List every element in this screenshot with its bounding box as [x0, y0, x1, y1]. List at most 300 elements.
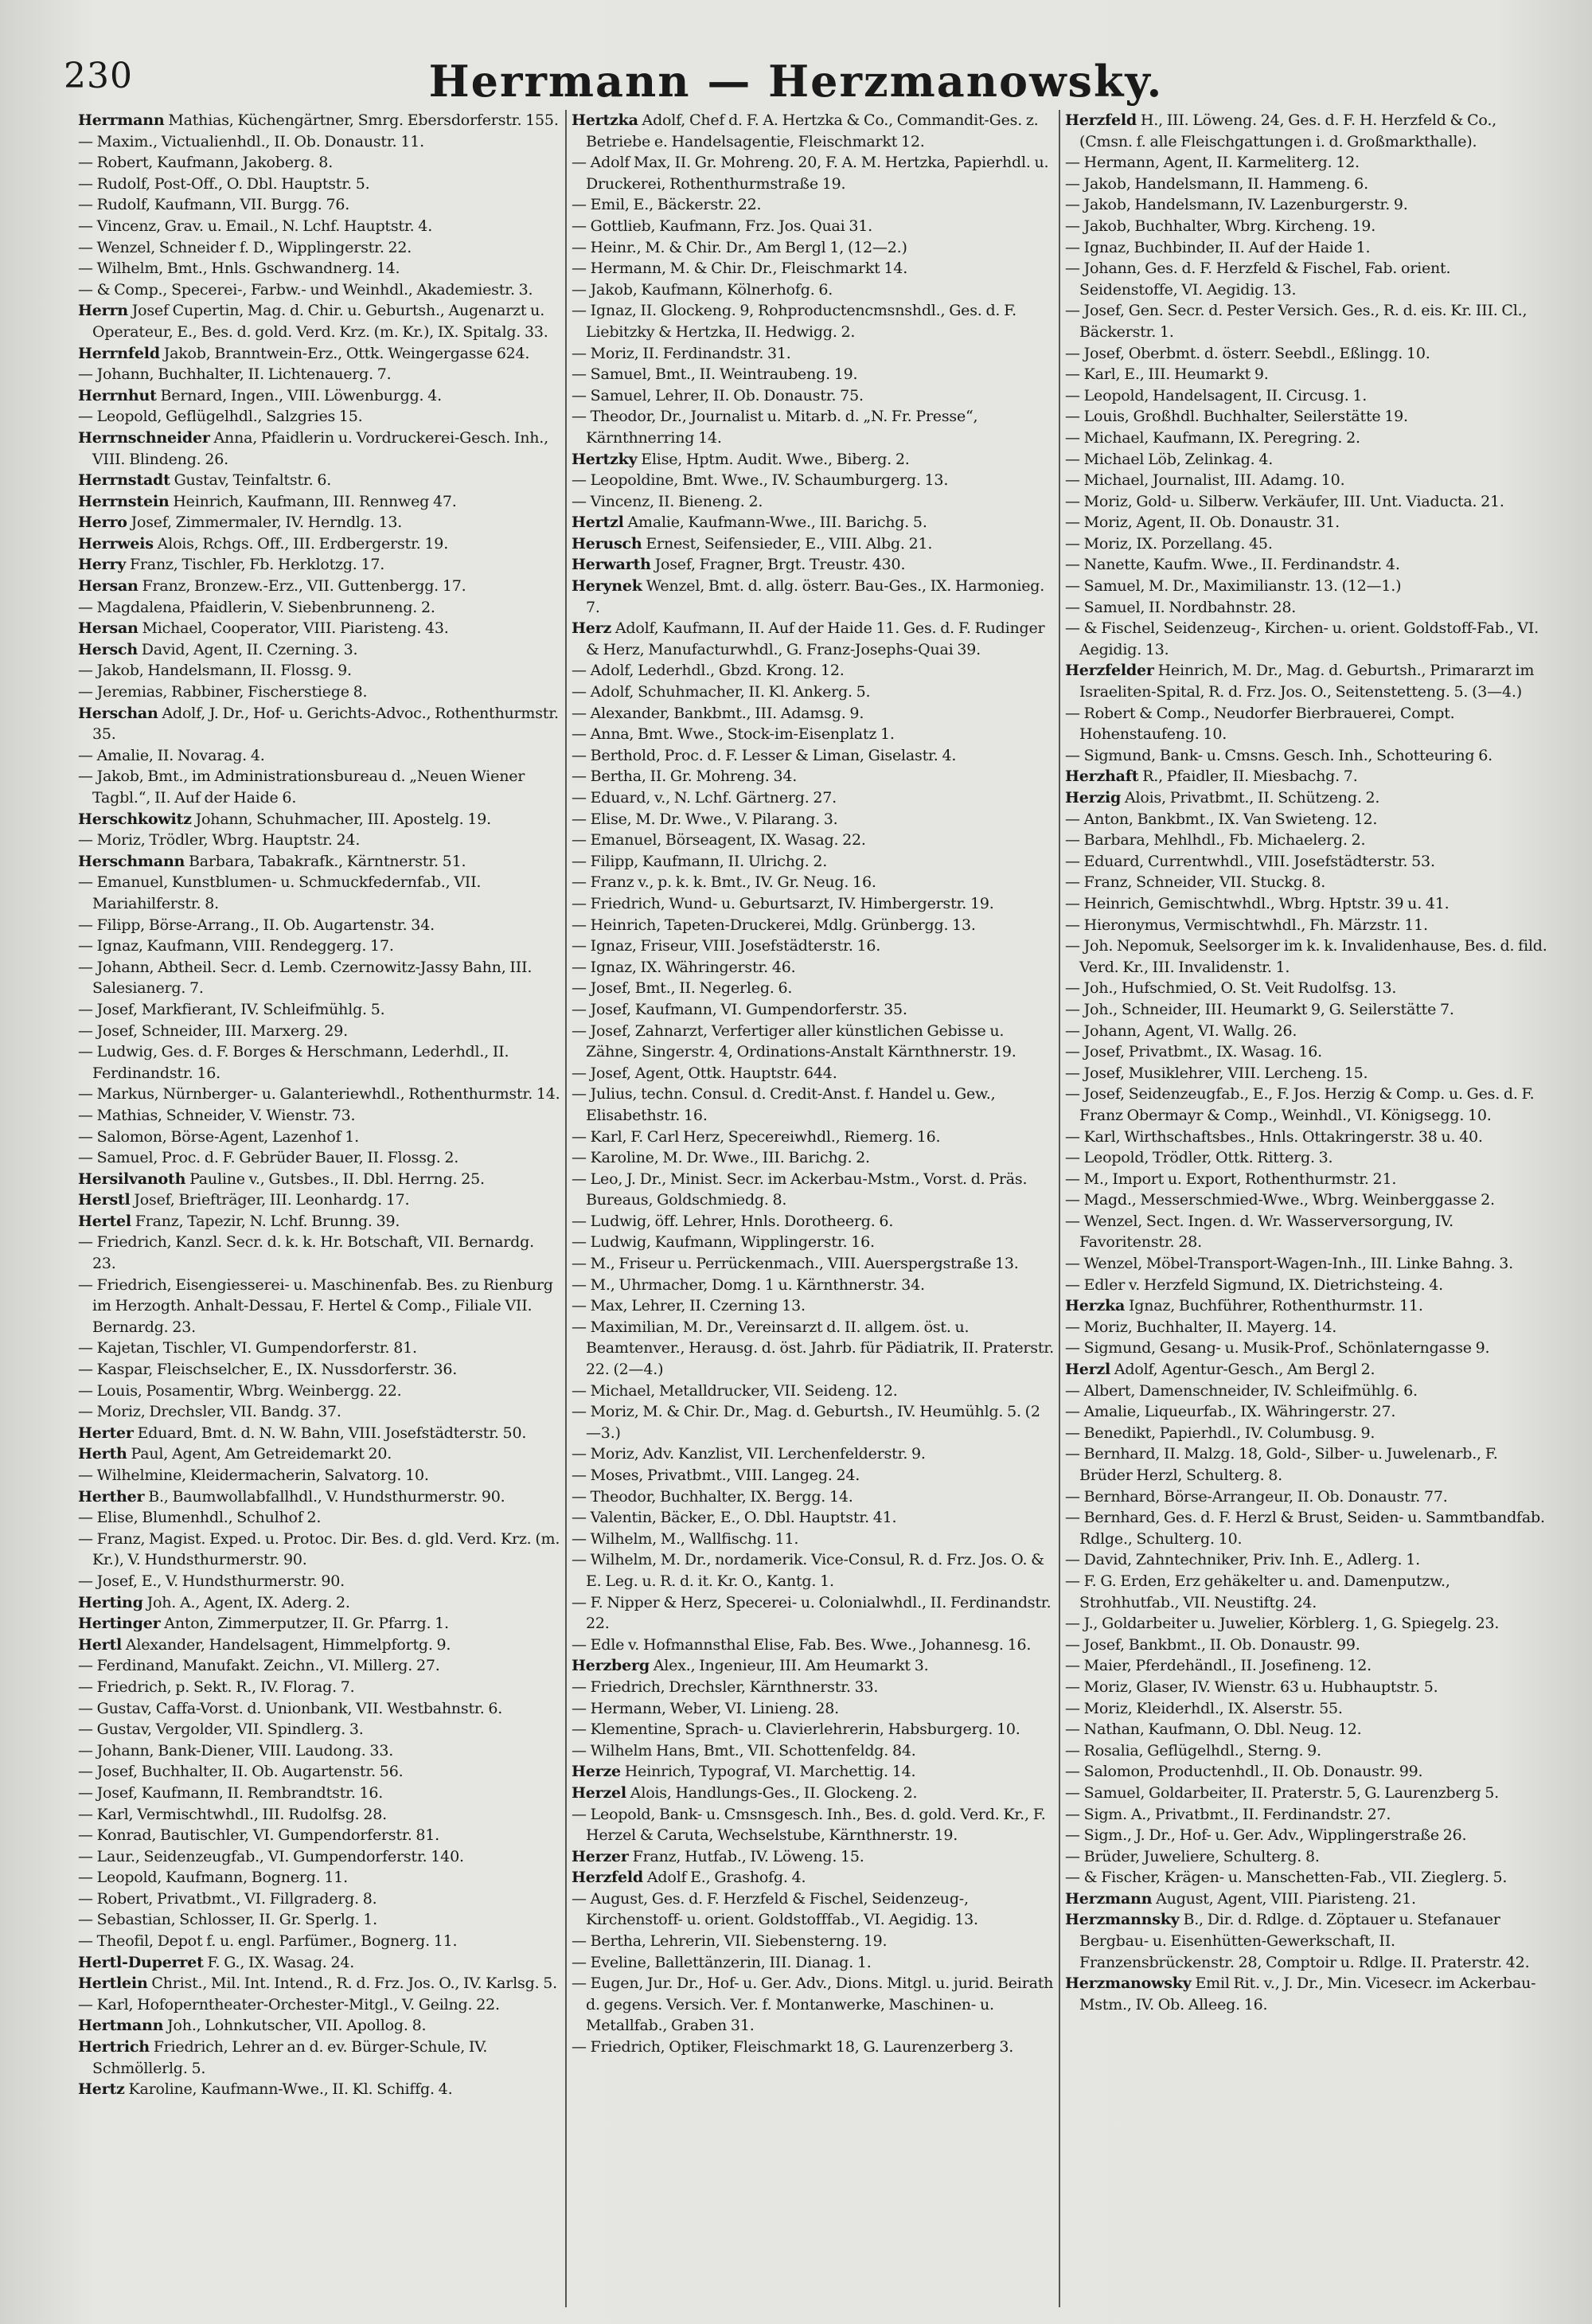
directory-entry — [1065, 364, 1549, 385]
entry-details: — Karl, Hofoperntheater-Orchester-Mitgl., V. Geilng. 22. — [78, 1995, 500, 2013]
entry-details: — & Fischer, Krägen- u. Manschetten-Fab., VII. Zieglerg. 5. — [1065, 1869, 1508, 1887]
directory-entry — [572, 258, 1054, 279]
entry-details: — Gustav, Caffa-Vorst. d. Unionbank, VII. Westbahnstr. 6. — [78, 1699, 503, 1717]
entry-details: — Laur., Seidenzeugfab., VI. Gumpendorferstr. 140. — [78, 1847, 464, 1865]
directory-entry — [572, 1275, 1054, 1296]
entry-details: Josef, Fragner, Brgt. Treustr. 430. — [654, 556, 906, 574]
directory-entry — [1065, 1189, 1549, 1211]
entry-details: — Sigm., J. Dr., Hof- u. Ger. Adv., Wipplingerstraße 26. — [1065, 1826, 1467, 1845]
directory-entry — [78, 491, 560, 513]
entry-details: — Wenzel, Möbel-Transport-Wagen-Inh., III. Linke Bahng. 3. — [1065, 1255, 1514, 1273]
entry-surname: Herting — [78, 1593, 143, 1611]
entry-details: — August, Ges. d. F. Herzfeld & Fischel, Seidenzeug-, Kirchenstoff- u. orient. Goldstofffab., VI. Aegidig. 13. — [572, 1889, 978, 1929]
directory-entry — [1065, 872, 1549, 893]
entry-details: — Vincenz, Grav. u. Email., N. Lchf. Hauptstr. 4. — [78, 217, 433, 235]
entry-details: — Emanuel, Kunstblumen- u. Schmuckfedernfab., VII. Mariahilferstr. 8. — [78, 873, 482, 912]
entry-details: — Barbara, Mehlhdl., Fb. Michaelerg. 2. — [1065, 831, 1366, 850]
entry-details: — Amalie, Liqueurfab., IX. Währingerstr. 27. — [1065, 1403, 1396, 1421]
entry-details: — Robert, Privatbmt., VI. Fillgraderg. 8. — [78, 1889, 377, 1908]
entry-surname: Herth — [78, 1445, 127, 1463]
directory-entry — [78, 2037, 560, 2079]
entry-details: — Magdalena, Pfaidlerin, V. Siebenbrunneng. 2. — [78, 598, 435, 616]
entry-details: Jakob, Branntwein-Erz., Ottk. Weingergasse 624. — [163, 344, 530, 362]
directory-entry — [572, 1253, 1054, 1275]
entry-details: — Wenzel, Schneider f. D., Wipplingerstr. 22. — [78, 238, 412, 256]
directory-entry — [1065, 1867, 1549, 1888]
directory-entry — [1065, 1359, 1549, 1381]
entry-details: Josef, Zimmermaler, IV. Herndlg. 13. — [131, 514, 403, 532]
entry-surname: Herzfeld — [1065, 111, 1137, 129]
directory-entry — [572, 1719, 1054, 1740]
entry-details: — Alexander, Bankbmt., III. Adamsg. 9. — [572, 704, 864, 722]
directory-entry — [1065, 1635, 1549, 1656]
entry-details: — Friedrich, Drechsler, Kärnthnerstr. 33. — [572, 1678, 879, 1696]
entry-details: — Bertha, II. Gr. Mohreng. 34. — [572, 768, 798, 786]
directory-entry — [78, 1761, 560, 1783]
directory-entry — [1065, 703, 1549, 745]
entry-surname: Herrnhut — [78, 386, 157, 404]
directory-entry — [572, 1549, 1054, 1592]
directory-entry — [572, 1127, 1054, 1148]
entry-details: Anton, Zimmerputzer, II. Gr. Pfarrg. 1. — [164, 1615, 449, 1633]
entry-details: — Josef, Bmt., II. Negerleg. 6. — [572, 979, 793, 998]
entry-surname: Hersan — [78, 577, 139, 596]
directory-entry — [78, 512, 560, 533]
entry-details: — Jakob, Buchhalter, Wbrg. Kircheng. 19. — [1065, 217, 1376, 235]
entry-details: — Theofil, Depot f. u. engl. Parfümer., Bognerg. 11. — [78, 1932, 458, 1951]
directory-entry — [78, 1846, 560, 1868]
entry-details: — Hermann, Weber, VI. Linieng. 28. — [572, 1699, 839, 1717]
entry-details: — Hieronymus, Vermischtwhdl., Fh. Märzstr. 11. — [1065, 916, 1428, 934]
directory-entry — [572, 1211, 1054, 1232]
directory-entry — [1065, 1169, 1549, 1190]
entry-details: — Friedrich, Eisengiesserei- u. Maschinenfab. Bes. zu Rienburg im Herzogth. Anhalt-Dessau, F. Hertel & Comp., Filiale VII. Bernardg. 23. — [78, 1275, 553, 1336]
entry-details: — Moriz, II. Ferdinandstr. 31. — [572, 344, 791, 362]
directory-entry — [78, 554, 560, 576]
directory-entry — [1065, 1740, 1549, 1762]
entry-details: — Leopoldine, Bmt. Wwe., IV. Schaumburgerg. 13. — [572, 471, 949, 490]
entry-details: — Samuel, Proc. d. F. Gebrüder Bauer, II. Flossg. 2. — [78, 1149, 459, 1167]
directory-entry — [78, 174, 560, 195]
directory-entry — [1065, 1825, 1549, 1846]
entry-surname: Herrn — [78, 302, 128, 320]
entry-details: — Eugen, Jur. Dr., Hof- u. Ger. Adv., Dions. Mitgl. u. jurid. Beirath d. gegens. Versich. Ver. f. Montanwerke, Maschinen- u. Metallfab., Graben 31. — [572, 1974, 1054, 2035]
directory-entry — [78, 1825, 560, 1846]
directory-entry — [572, 1232, 1054, 1253]
entry-details: — Nanette, Kaufm. Wwe., II. Ferdinandstr. 4. — [1065, 556, 1400, 574]
entry-surname: Hertel — [78, 1212, 131, 1230]
entry-details: — Wilhelmine, Kleidermacherin, Salvatorg. 10. — [78, 1467, 429, 1484]
entry-details: Wenzel, Bmt. d. allg. österr. Bau-Ges., IX. Harmonieg. 7. — [586, 577, 1045, 616]
entry-details: — Berthold, Proc. d. F. Lesser & Liman, Giselastr. 4. — [572, 746, 957, 764]
running-head: Herrmann — Herzmanowsky. — [428, 56, 1164, 107]
directory-entry — [78, 1592, 560, 1614]
entry-details: — Michael, Kaufmann, IX. Peregring. 2. — [1065, 428, 1360, 447]
directory-entry — [572, 787, 1054, 809]
entry-details: — M., Import u. Export, Rothenthurmstr. 21. — [1065, 1170, 1397, 1188]
directory-entry — [572, 385, 1054, 407]
directory-entry — [1065, 1486, 1549, 1508]
directory-entry — [572, 1761, 1054, 1783]
entry-details: — Samuel, II. Nordbahnstr. 28. — [1065, 598, 1297, 616]
directory-entry — [78, 597, 560, 619]
entry-details: — Moriz, Gold- u. Silberw. Verkäufer, III. Unt. Viaducta. 21. — [1065, 492, 1504, 510]
entry-details: — Bertha, Lehrerin, VII. Siebensterng. 19. — [572, 1932, 888, 1951]
entry-details: — Moriz, Drechsler, VII. Bandg. 37. — [78, 1403, 341, 1421]
directory-entry — [572, 1973, 1054, 2037]
entry-details: — Jakob, Kaufmann, Kölnerhofg. 6. — [572, 280, 833, 299]
directory-entry — [572, 1529, 1054, 1550]
entry-details: Gustav, Teinfaltstr. 6. — [174, 471, 332, 490]
directory-entry — [78, 1952, 560, 1974]
entry-details: — J., Goldarbeiter u. Juwelier, Körblerg. 1, G. Spiegelg. 23. — [1065, 1615, 1500, 1633]
directory-entry — [78, 1677, 560, 1698]
entry-details: Alois, Handlungs-Ges., II. Glockeng. 2. — [630, 1783, 918, 1802]
column-2 — [567, 110, 1060, 2307]
directory-entry — [1065, 787, 1549, 809]
entry-details: Barbara, Tabakrafk., Kärntnerstr. 51. — [189, 852, 466, 870]
entry-details: — Josef, Seidenzeugfab., E., F. Jos. Herzig & Comp. u. Ges. d. F. Franz Obermayr & Comp., Weinhdl., VI. Königsegg. 10. — [1065, 1085, 1535, 1124]
entry-details: — Ludwig, öff. Lehrer, Hnls. Dorotheerg. 6. — [572, 1212, 894, 1230]
directory-entry — [1065, 1275, 1549, 1296]
entry-details: — Friedrich, p. Sekt. R., IV. Florag. 7. — [78, 1678, 355, 1696]
entry-details: Friedrich, Lehrer an d. ev. Bürger-Schule, IV. Schmöllerlg. 5. — [92, 2038, 488, 2077]
entry-surname: Hertmann — [78, 2017, 164, 2035]
entry-details: — Hermann, M. & Chir. Dr., Fleischmarkt 14. — [572, 260, 908, 278]
entry-details: B., Dir. d. Rdlge. d. Zöptauer u. Stefanauer Bergbau- u. Eisenhütten-Gewerkschaft, II. Franzensbrückenstr. 28, Comptoir u. Rdlge. II. Praterstr. 42. — [1079, 1911, 1530, 1971]
entry-details: — Hermann, Agent, II. Karmeliterg. 12. — [1065, 154, 1360, 172]
directory-entry — [78, 300, 560, 342]
directory-entry — [1065, 1846, 1549, 1868]
directory-entry — [78, 1401, 560, 1423]
directory-entry — [78, 1359, 560, 1381]
entry-details: — Magd., Messerschmied-Wwe., Wbrg. Weinberggasse 2. — [1065, 1191, 1495, 1209]
entry-details: — Moriz, Trödler, Wbrg. Hauptstr. 24. — [78, 831, 361, 850]
directory-entry — [1065, 745, 1549, 767]
directory-entry — [572, 1317, 1054, 1381]
directory-entry — [78, 152, 560, 174]
entry-details: — Samuel, Goldarbeiter, II. Praterstr. 5, G. Laurenzberg 5. — [1065, 1783, 1499, 1802]
entry-details: — Salomon, Börse-Agent, Lazenhof 1. — [78, 1127, 359, 1146]
directory-entry — [78, 110, 560, 131]
entry-details: Amalie, Kaufmann-Wwe., III. Barichg. 5. — [627, 514, 927, 532]
directory-entry — [1065, 1381, 1549, 1402]
entry-details: — Joh., Schneider, III. Heumarkt 9, G. Seilerstätte 7. — [1065, 1000, 1454, 1018]
directory-entry — [572, 809, 1054, 830]
directory-entry — [572, 1888, 1054, 1931]
entry-details: — Bernhard, Börse-Arrangeur, II. Ob. Donaustr. 77. — [1065, 1487, 1448, 1506]
entry-details: — Vincenz, II. Bieneng. 2. — [572, 492, 763, 510]
entry-surname: Herschan — [78, 704, 158, 722]
directory-entry — [1065, 174, 1549, 195]
directory-entry — [78, 131, 560, 153]
entry-details: — Jakob, Bmt., im Administrationsbureau d. „Neuen Wiener Tagbl.“, II. Auf der Haide 6. — [78, 768, 525, 807]
entry-details: — Moriz, M. & Chir. Dr., Mag. d. Geburtsh., IV. Heumühlg. 5. (2—3.) — [572, 1403, 1040, 1442]
directory-entry — [78, 1635, 560, 1656]
directory-entry — [572, 1655, 1054, 1677]
directory-entry — [1065, 597, 1549, 619]
entry-details: — M., Uhrmacher, Domg. 1 u. Kärnthnerstr. 34. — [572, 1275, 925, 1294]
entry-details: — Josef, Bankbmt., II. Ob. Donaustr. 99. — [1065, 1635, 1360, 1654]
entry-details: Joh., Lohnkutscher, VII. Apollog. 8. — [167, 2017, 427, 2035]
entry-details: — Karoline, M. Dr. Wwe., III. Barichg. 2. — [572, 1149, 870, 1167]
entry-details: — Friedrich, Optiker, Fleischmarkt 18, G. Laurenzerberg 3. — [572, 2038, 1014, 2056]
entry-details: — & Comp., Specerei-, Farbw.- und Weinhdl., Akademiestr. 3. — [78, 280, 533, 299]
directory-entry — [78, 1105, 560, 1127]
entry-surname: Herschkowitz — [78, 810, 192, 828]
directory-entry — [78, 639, 560, 661]
directory-entry — [78, 1084, 560, 1105]
entry-surname: Herschmann — [78, 852, 185, 870]
entry-details: — Karl, E., III. Heumarkt 9. — [1065, 365, 1269, 384]
directory-entry — [572, 406, 1054, 448]
directory-entry — [1065, 1401, 1549, 1423]
entry-details: — Elise, M. Dr. Wwe., V. Pilarang. 3. — [572, 810, 838, 828]
entry-details: — Samuel, Bmt., II. Weintraubeng. 19. — [572, 365, 858, 384]
directory-entry — [572, 1698, 1054, 1720]
entry-details: — Edler v. Herzfeld Sigmund, IX. Dietrichsteing. 4. — [1065, 1275, 1443, 1294]
directory-entry — [78, 364, 560, 385]
entry-details: Ignaz, Buchführer, Rothenthurmstr. 11. — [1128, 1297, 1423, 1315]
directory-entry — [572, 449, 1054, 471]
entry-details: B., Baumwollabfallhdl., V. Hundsthurmerstr. 90. — [148, 1487, 505, 1506]
entry-details: Heinrich, Kaufmann, III. Rennweg 47. — [173, 492, 457, 510]
entry-details: — F. Nipper & Herz, Specerei- u. Colonialwhdl., II. Ferdinandstr. 22. — [572, 1593, 1052, 1633]
entry-details: — Samuel, M. Dr., Maximilianstr. 13. (12—1.) — [1065, 577, 1402, 596]
directory-entry — [1065, 1507, 1549, 1549]
entry-surname: Herze — [572, 1763, 621, 1781]
entry-details: — Karl, Vermischtwhdl., III. Rudolfsg. 28. — [78, 1805, 387, 1823]
directory-entry — [78, 1740, 560, 1762]
directory-entry — [78, 1338, 560, 1359]
entry-details: Anna, Pfaidlerin u. Vordruckerei-Gesch. Inh., VIII. Blindeng. 26. — [92, 428, 548, 468]
entry-details: — Nathan, Kaufmann, O. Dbl. Neug. 12. — [1065, 1721, 1362, 1739]
entry-details: — Eduard, Currentwhdl., VIII. Josefstädterstr. 53. — [1065, 852, 1435, 870]
entry-surname: Herzka — [1065, 1297, 1126, 1315]
entry-details: Adolf E., Grashofg. 4. — [646, 1869, 806, 1887]
entry-details: — Theodor, Dr., Journalist u. Mitarb. d. „N. Fr. Presse“, Kärnthnerring 14. — [572, 408, 978, 447]
entry-details: — Josef, Schneider, III. Marxerg. 29. — [78, 1021, 349, 1040]
entry-details: Bernard, Ingen., VIII. Löwenburgg. 4. — [160, 386, 442, 404]
directory-entry — [1065, 999, 1549, 1021]
entry-surname: Herry — [78, 556, 127, 574]
entry-details: — Moriz, Kleiderhdl., IX. Alserstr. 55. — [1065, 1699, 1343, 1717]
entry-details: — Leopold, Trödler, Ottk. Ritterg. 3. — [1065, 1149, 1333, 1167]
directory-entry — [572, 1740, 1054, 1762]
entry-surname: Herrnfeld — [78, 344, 160, 362]
entry-details: — Joh. Nepomuk, Seelsorger im k. k. Invalidenhause, Bes. d. fild. Verd. Kr., III. Invalidenstr. 1. — [1065, 937, 1547, 976]
entry-surname: Herrnstein — [78, 492, 170, 510]
directory-entry — [1065, 1973, 1549, 2015]
entry-details: — Leopold, Geflügelhdl., Salzgries 15. — [78, 408, 363, 426]
entry-surname: Hertzky — [572, 450, 638, 468]
entry-details: August, Agent, VIII. Piaristeng. 21. — [1156, 1889, 1416, 1908]
directory-entry — [78, 1169, 560, 1190]
entry-details: — Josef, Buchhalter, II. Ob. Augartenstr. 56. — [78, 1763, 404, 1781]
entry-details: Eduard, Bmt. d. N. W. Bahn, VIII. Josefstädterstr. 50. — [137, 1424, 527, 1442]
directory-entry — [1065, 1317, 1549, 1338]
entry-details: — Josef, Kaufmann, II. Rembrandtstr. 16. — [78, 1783, 384, 1802]
directory-entry — [1065, 343, 1549, 365]
entry-details: — Salomon, Productenhdl., II. Ob. Donaustr. 99. — [1065, 1763, 1423, 1781]
entry-details: Josef, Briefträger, III. Leonhardg. 17. — [134, 1191, 410, 1209]
entry-details: — Ignaz, Kaufmann, VIII. Rendeggerg. 17. — [78, 937, 394, 955]
directory-entry — [572, 1084, 1054, 1126]
directory-entry — [1065, 1147, 1549, 1169]
entry-details: — Michael, Metalldrucker, VII. Seideng. 12. — [572, 1381, 898, 1400]
directory-entry — [1065, 554, 1549, 576]
directory-entry — [572, 1846, 1054, 1868]
entry-details: — Josef, Markfierant, IV. Schleifmühlg. 5. — [78, 1000, 385, 1018]
entry-surname: Hertzl — [572, 514, 624, 532]
directory-entry — [572, 512, 1054, 533]
entry-details: — Heinrich, Tapeten-Druckerei, Mdlg. Grünbergg. 13. — [572, 916, 976, 934]
entry-details: — Konrad, Bautischler, VI. Gumpendorferstr. 81. — [78, 1826, 440, 1845]
entry-details: Emil Rit. v., J. Dr., Min. Vicesecr. im Ackerbau-Mstm., IV. Ob. Alleeg. 16. — [1079, 1974, 1536, 2013]
directory-entry — [78, 1931, 560, 1952]
directory-entry — [572, 978, 1054, 999]
directory-entry — [1065, 978, 1549, 999]
entry-surname: Hertzka — [572, 111, 638, 129]
entry-details: David, Agent, II. Czerning. 3. — [141, 640, 358, 658]
directory-entry — [1065, 300, 1549, 342]
entry-details: — Albert, Damenschneider, IV. Schleifmühlg. 6. — [1065, 1381, 1418, 1400]
entry-details: Elise, Hptm. Audit. Wwe., Biberg. 2. — [641, 450, 910, 468]
entry-details: Alexander, Handelsagent, Himmelpfortg. 9. — [125, 1635, 451, 1654]
entry-details: Franz, Bronzew.-Erz., VII. Guttenbergg. 17. — [142, 577, 466, 596]
directory-entry — [572, 533, 1054, 555]
entry-surname: Hersilvanoth — [78, 1170, 186, 1188]
directory-entry — [1065, 1253, 1549, 1275]
directory-entry — [1065, 1783, 1549, 1804]
directory-entry — [572, 1021, 1054, 1063]
directory-entry — [78, 957, 560, 999]
entry-details: — Mathias, Schneider, V. Wienstr. 73. — [78, 1106, 356, 1124]
entry-details: — Leopold, Handelsagent, II. Circusg. 1. — [1065, 386, 1368, 404]
entry-surname: Herter — [78, 1424, 134, 1442]
directory-entry — [78, 1127, 560, 1148]
directory-entry — [78, 660, 560, 682]
directory-entry — [572, 1295, 1054, 1317]
directory-entry — [78, 1804, 560, 1826]
entry-details: — Wilhelm Hans, Bmt., VII. Schottenfeldg. 84. — [572, 1741, 916, 1760]
entry-surname: Herwarth — [572, 556, 651, 574]
entry-details: — Michael, Journalist, III. Adamg. 10. — [1065, 471, 1345, 490]
directory-entry — [572, 1381, 1054, 1402]
directory-entry — [1065, 660, 1549, 702]
directory-entry — [78, 682, 560, 703]
entry-surname: Herrnstadt — [78, 471, 170, 490]
directory-entry — [1065, 1295, 1549, 1317]
directory-entry — [572, 724, 1054, 745]
entry-details: — Edle v. Hofmannsthal Elise, Fab. Bes. Wwe., Johannesg. 16. — [572, 1635, 1032, 1654]
directory-entry — [572, 999, 1054, 1021]
entry-details: — Eveline, Ballettänzerin, III. Dianag. 1. — [572, 1953, 872, 1971]
directory-entry — [1065, 1211, 1549, 1253]
directory-entry — [572, 1443, 1054, 1465]
entry-details: — Jakob, Handelsmann, II. Hammeng. 6. — [1065, 174, 1368, 193]
entry-details: — Jakob, Handelsmann, II. Flossg. 9. — [78, 662, 352, 680]
entry-details: — Amalie, II. Novarag. 4. — [78, 746, 265, 764]
directory-entry — [1065, 1613, 1549, 1635]
directory-entry — [1065, 512, 1549, 533]
entry-details: Pauline v., Gutsbes., II. Dbl. Herrng. 25. — [189, 1170, 485, 1188]
entry-details: — Moriz, Buchhalter, II. Mayerg. 14. — [1065, 1318, 1337, 1336]
directory-entry — [78, 1041, 560, 1084]
entry-details: — Johann, Ges. d. F. Herzfeld & Fischel, Fab. orient. Seidenstoffe, VI. Aegidig. 13. — [1065, 260, 1451, 299]
entry-surname: Herro — [78, 514, 127, 532]
directory-entry — [1065, 1021, 1549, 1042]
entry-details: — Brüder, Juweliere, Schulterg. 8. — [1065, 1847, 1320, 1865]
directory-entry — [572, 1465, 1054, 1486]
directory-entry — [572, 660, 1054, 682]
directory-entry — [1065, 533, 1549, 555]
entry-details: — Max, Lehrer, II. Czerning 13. — [572, 1297, 806, 1315]
entry-details: — Filipp, Börse-Arrang., II. Ob. Augartenstr. 34. — [78, 916, 435, 934]
entry-details: — Adolf, Lederhdl., Gbzd. Krong. 12. — [572, 662, 845, 680]
directory-entry — [78, 1529, 560, 1571]
entry-details: — Wilhelm, Bmt., Hnls. Gschwandnerg. 14. — [78, 260, 400, 278]
entry-details: — Louis, Posamentir, Wbrg. Weinbergg. 22. — [78, 1381, 402, 1400]
directory-entry — [572, 216, 1054, 237]
entry-details: — Ferdinand, Manufakt. Zeichn., VI. Millerg. 27. — [78, 1657, 440, 1675]
directory-entry — [78, 385, 560, 407]
entry-surname: Herzer — [572, 1847, 629, 1865]
directory-entry — [1065, 237, 1549, 259]
entry-details: — Klementine, Sprach- u. Clavierlehrerin, Habsburgerg. 10. — [572, 1721, 1020, 1739]
entry-surname: Herther — [78, 1487, 145, 1506]
entry-details: — Bernhard, Ges. d. F. Herzl & Brust, Seiden- u. Sammtbandfab. Rdlge., Schulterg. 10. — [1065, 1509, 1545, 1548]
entry-details: — Leopold, Kaufmann, Bognerg. 11. — [78, 1869, 348, 1887]
directory-entry — [1065, 1655, 1549, 1677]
entry-details: — Kaspar, Fleischselcher, E., IX. Nussdorferstr. 36. — [78, 1361, 458, 1379]
directory-entry — [1065, 1804, 1549, 1826]
entry-details: — Josef, Gen. Secr. d. Pester Versich. Ges., R. d. eis. Kr. III. Cl., Bäckerstr. 1. — [1065, 302, 1528, 341]
directory-entry — [78, 1189, 560, 1211]
directory-entry — [1065, 893, 1549, 915]
entry-details: Adolf, J. Dr., Hof- u. Gerichts-Advoc., Rothenthurmstr. 35. — [92, 704, 559, 744]
directory-entry — [1065, 618, 1549, 660]
entry-details: — Franz, Schneider, VII. Stuckg. 8. — [1065, 873, 1326, 892]
directory-entry — [1065, 1127, 1549, 1148]
entry-details: — Sigmund, Gesang- u. Musik-Prof., Schönlaterngasse 9. — [1065, 1339, 1490, 1357]
directory-entry — [572, 1063, 1054, 1084]
directory-entry — [78, 1147, 560, 1169]
entry-details: — Josef, Agent, Ottk. Hauptstr. 644. — [572, 1064, 837, 1082]
directory-entry — [1065, 576, 1549, 597]
entry-details: — Leopold, Bank- u. Cmsnsgesch. Inh., Bes. d. gold. Verd. Kr., F. Herzel & Caruta, Wechselstube, Kärnthnerstr. 19. — [572, 1805, 1046, 1845]
directory-entry — [572, 872, 1054, 893]
entry-details: — Moriz, IX. Porzellang. 45. — [1065, 534, 1273, 553]
entry-details: — Friedrich, Wund- u. Geburtsarzt, IV. Himbergerstr. 19. — [572, 894, 994, 912]
directory-entry — [572, 110, 1054, 152]
directory-entry — [78, 1867, 560, 1888]
directory-entry — [572, 1783, 1054, 1804]
directory-entry — [78, 1888, 560, 1910]
entry-details: — Joh., Hufschmied, O. St. Veit Rudolfsg. 13. — [1065, 979, 1397, 998]
entry-surname: Herzmann — [1065, 1889, 1153, 1908]
directory-entry — [78, 1211, 560, 1232]
directory-entry — [572, 364, 1054, 385]
entry-details: — Karl, F. Carl Herz, Specereiwhdl., Riemerg. 16. — [572, 1127, 941, 1146]
directory-entry — [78, 1381, 560, 1402]
entry-details: — Emanuel, Börseagent, IX. Wasag. 22. — [572, 831, 866, 850]
entry-surname: Herstl — [78, 1191, 131, 1209]
directory-entry — [572, 152, 1054, 194]
entry-surname: Hersch — [78, 640, 138, 658]
entry-details: — Franz, Magist. Exped. u. Protoc. Dir. Bes. d. gld. Verd. Krz. (m. Kr.), V. Hundsthurmerstr. 90. — [78, 1529, 560, 1569]
directory-entry — [1065, 449, 1549, 471]
